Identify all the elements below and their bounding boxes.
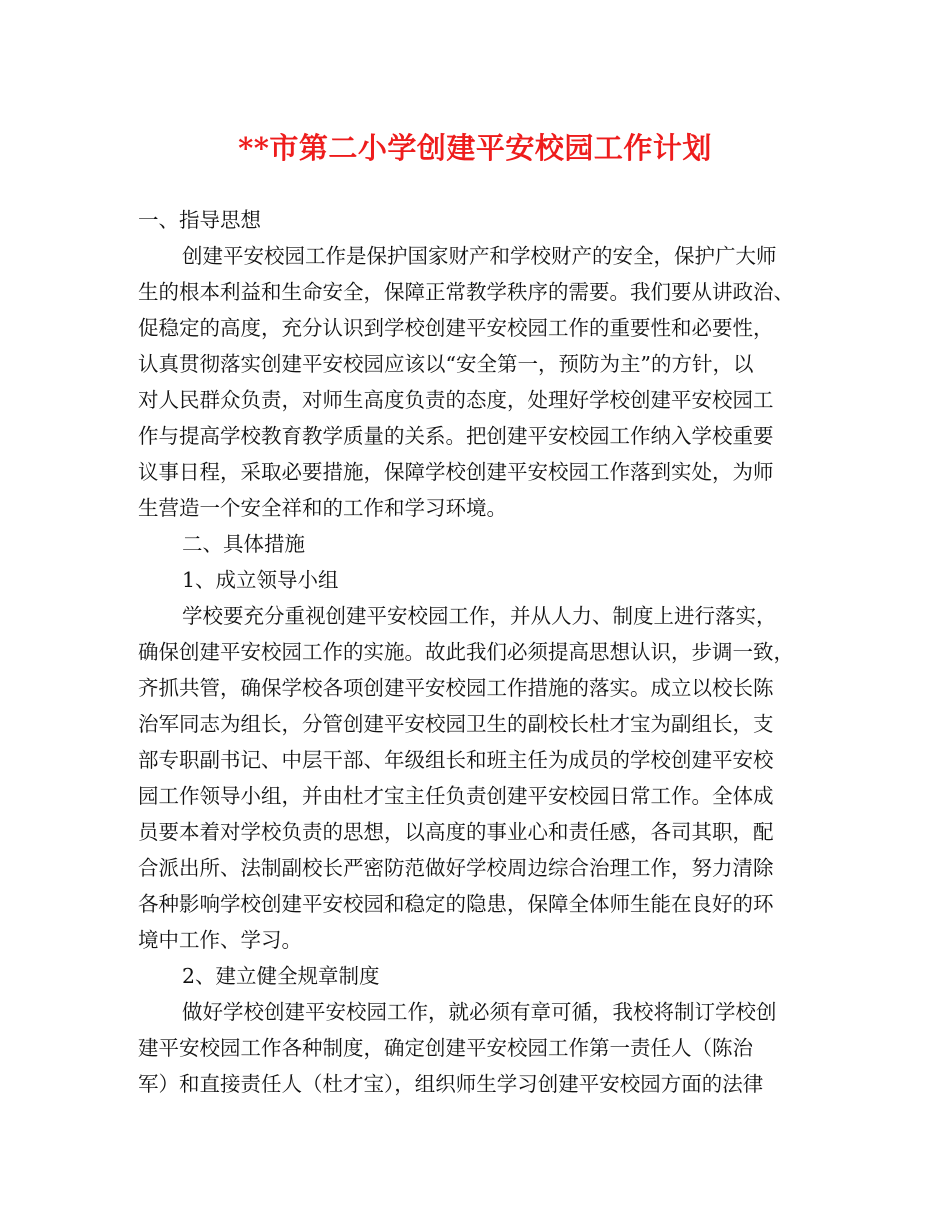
text-line: 齐抓共管，确保学校各项创建平安校园工作措施的落实。成立以校长陈 (138, 676, 774, 700)
document-body (138, 202, 828, 1102)
text-line: 作与提高学校教育教学质量的关系。把创建平安校园工作纳入学校重要 (138, 424, 774, 448)
text-line: 学校要充分重视创建平安校园工作，并从人力、制度上进行落实， (182, 604, 777, 628)
text-line: 生的根本利益和生命安全，保障正常教学秩序的需要。我们要从讲政治、 (138, 280, 794, 304)
document-title: **市第二小学创建平安校园工作计划 (238, 131, 712, 165)
text-line: 军）和直接责任人（杜才宝），组织师生学习创建平安校园方面的法律 (138, 1072, 764, 1096)
text-line: 1、成立领导小组 (182, 568, 339, 592)
text-line: 建平安校园工作各种制度，确定创建平安校园工作第一责任人（陈治 (138, 1036, 753, 1060)
text-line: 创建平安校园工作是保护国家财产和学校财产的安全，保护广大师 (182, 244, 777, 268)
text-line: 治军同志为组长，分管创建平安校园卫生的副校长杜才宝为副组长，支 (138, 712, 774, 736)
text-line: 部专职副书记、中层干部、年级组长和班主任为成员的学校创建平安校 (138, 748, 774, 772)
text-line: 合派出所、法制副校长严密防范做好学校周边综合治理工作，努力清除 (138, 856, 774, 880)
text-line: 各种影响学校创建平安校园和稳定的隐患，保障全体师生能在良好的环 (138, 892, 774, 916)
text-line: 做好学校创建平安校园工作，就必须有章可循，我校将制订学校创 (182, 1000, 777, 1024)
text-line: 认真贯彻落实创建平安校园应该以“安全第一，预防为主”的方针，以 (138, 352, 754, 376)
text-line: 对人民群众负责，对师生高度负责的态度，处理好学校创建平安校园工 (138, 388, 774, 412)
text-line: 议事日程，采取必要措施，保障学校创建平安校园工作落到实处，为师 (138, 460, 774, 484)
text-line: 境中工作、学习。 (138, 928, 302, 952)
text-line: 员要本着对学校负责的思想，以高度的事业心和责任感，各司其职，配 (138, 820, 774, 844)
text-line: 确保创建平安校园工作的实施。故此我们必须提高思想认识，步调一致， (138, 640, 794, 664)
text-line: 一、指导思想 (138, 208, 261, 232)
text-line: 园工作领导小组，并由杜才宝主任负责创建平安校园日常工作。全体成 (138, 784, 774, 808)
text-line: 生营造一个安全祥和的工作和学习环境。 (138, 496, 507, 520)
text-line: 2、建立健全规章制度 (182, 964, 380, 988)
text-line: 促稳定的高度，充分认识到学校创建平安校园工作的重要性和必要性， (138, 316, 774, 340)
text-line: 二、具体措施 (182, 532, 305, 556)
